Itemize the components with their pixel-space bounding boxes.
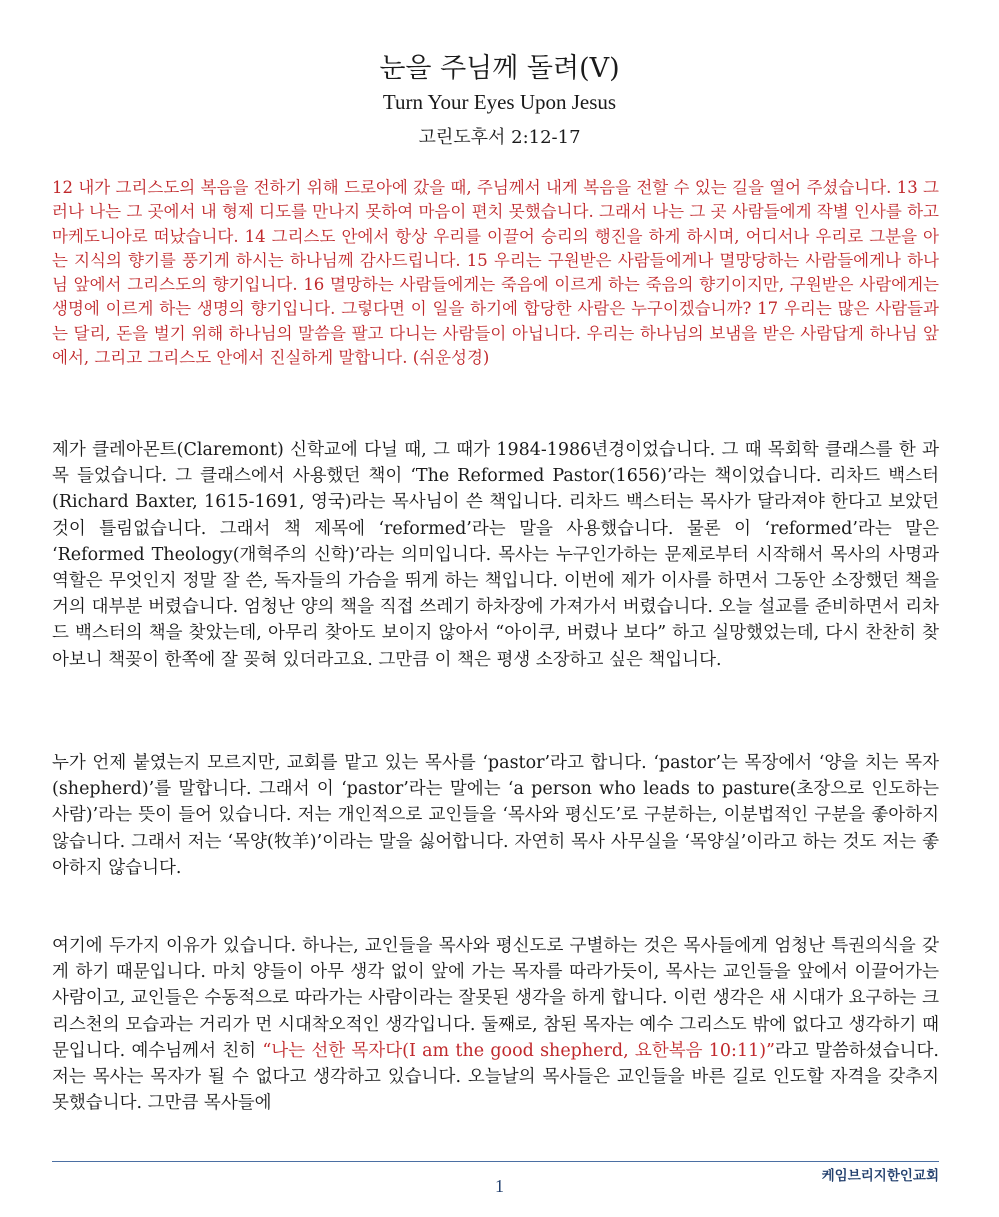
sermon-title: 눈을 주님께 돌려(V) (379, 53, 620, 84)
footer-divider (52, 1161, 939, 1162)
sermon-subtitle: Turn Your Eyes Upon Jesus (382, 90, 617, 114)
church-name: 케임브리지한인교회 (821, 1168, 939, 1184)
page-number: 1 (495, 1176, 504, 1196)
body-paragraph-3 (52, 933, 939, 1116)
body-paragraph-2: 누가 언제 붙였는지 모르지만, 교회를 맡고 있는 목사를 ‘pastor’라고 합니다. ‘pastor’는 목장에서 ‘양을 치는 목자(shepherd)’를 말합니다. 그래서 이 ‘pastor’라는 말에는 ‘a person who leads to pasture(초장으로 인도하는 사람)’라는 뜻이 들어 있습니다. 저는 개인적으로 교인들을 ‘목사와 평신도’로 구분하는, 이분법적인 구분을 좋아하지 않습니다. 그래서 저는 ‘목양(牧羊)’이라는 말을 싫어합니다. 자연히 목사 사무실을 ‘목양실’이라고 하는 것도 저는 좋아하지 않습니다. (52, 753, 939, 878)
body-paragraph-1: 제가 클레아몬트(Claremont) 신학교에 다닐 때, 그 때가 1984-1986년경이었습니다. 그 때 목회학 클래스를 한 과목 들었습니다. 그 클래스에서 사용했던 책이 ‘The Reformed Pastor(1656)’라는 책이었습니다. 리차드 백스터(Richard Baxter, 1615-1691, 영국)라는 목사님이 쓴 책입니다. 리차드 백스터는 목사가 달라져야 한다고 보았던 것이 틀림없습니다. 그래서 책 제목에 ‘reformed’라는 말을 사용했습니다. 물론 이 ‘reformed’라는 말은 ‘Reformed Theology(개혁주의 신학)’라는 의미입니다. 목사는 누구인가하는 문제로부터 시작해서 목사의 사명과 역할은 무엇인지 정말 잘 쓴, 독자들의 가슴을 뛰게 하는 책입니다. 이번에 제가 이사를 하면서 그동안 소장했던 책을 거의 대부분 버렸습니다. 엄청난 양의 책을 직접 쓰레기 하차장에 가져가서 버렸습니다. 오늘 설교를 준비하면서 리차드 백스터의 책을 찾았는데, 아무리 찾아도 보이지 않아서 “아이쿠, 버렸나 보다” 하고 실망했었는데, 다시 찬찬히 찾아보니 책꽂이 한쪽에 잘 꽂혀 있더라고요. 그만큼 이 책은 평생 소장하고 싶은 책입니다. (52, 440, 939, 670)
scripture-reference: 고린도후서 2:12-17 (418, 127, 581, 148)
paragraph-3-text-a: 여기에 두가지 이유가 있습니다. 하나는, 교인들을 목사와 평신도로 구별하는 것은 목사들에게 엄청난 특권의식을 갖게 하기 때문입니다. 마치 양들이 아무 생각 없이 앞에 가는 목자를 따라가듯이, 목사는 교인들을 앞에서 이끌어가는 사람이고, 교인들은 수동적으로 따라가는 사람이라는 잘못된 생각을 하게 합니다. 이런 생각은 새 시대가 요구하는 크리스천의 모습과는 거리가 먼 시대착오적인 생각입니다. 둘째로, 참된 목자는 예수 그리스도 밖에 없다고 생각하기 때문입니다. 예수님께서 친히 (52, 936, 939, 1061)
scripture-passage: 12 내가 그리스도의 복음을 전하기 위해 드로아에 갔을 때, 주님께서 내게 복음을 전할 수 있는 길을 열어 주셨습니다. 13 그러나 나는 그 곳에서 내 형제 디도를 만나지 못하여 마음이 편치 못했습니다. 그래서 나는 그 곳 사람들에게 작별 인사를 하고 마케도니아로 떠났습니다. 14 그리스도 안에서 항상 우리를 이끌어 승리의 행진을 하게 하시며, 어디서나 우리로 그분을 아는 지식의 향기를 풍기게 하시는 하나님께 감사드립니다. 15 우리는 구원받은 사람들에게나 멸망당하는 사람들에게나 하나님 앞에서 그리스도의 향기입니다. 16 멸망하는 사람들에게는 죽음에 이르게 하는 죽음의 향기이지만, 구원받은 사람에게는 생명에 이르게 하는 생명의 향기입니다. 그렇다면 이 일을 하기에 합당한 사람은 누구이겠습니까? 17 우리는 많은 사람들과는 달리, 돈을 벌기 위해 하나님의 말씀을 팔고 다니는 사람들이 아닙니다. 우리는 하나님의 보냄을 받은 사람답게 하나님 앞에서, 그리고 그리스도 안에서 진실하게 말합니다. (쉬운성경) (52, 178, 939, 368)
jesus-quote: “나는 선한 목자다(I am the good shepherd, 요한복음 10:11)” (262, 1040, 775, 1061)
paragraph-3-text-b: 라고 말씀하셨습니다. 저는 목사는 목자가 될 수 없다고 생각하고 있습니다. 오늘날의 목사들은 교인들을 바른 길로 인도할 자격을 갖추지 못했습니다. 그만큼 목사들에 (52, 1040, 939, 1114)
